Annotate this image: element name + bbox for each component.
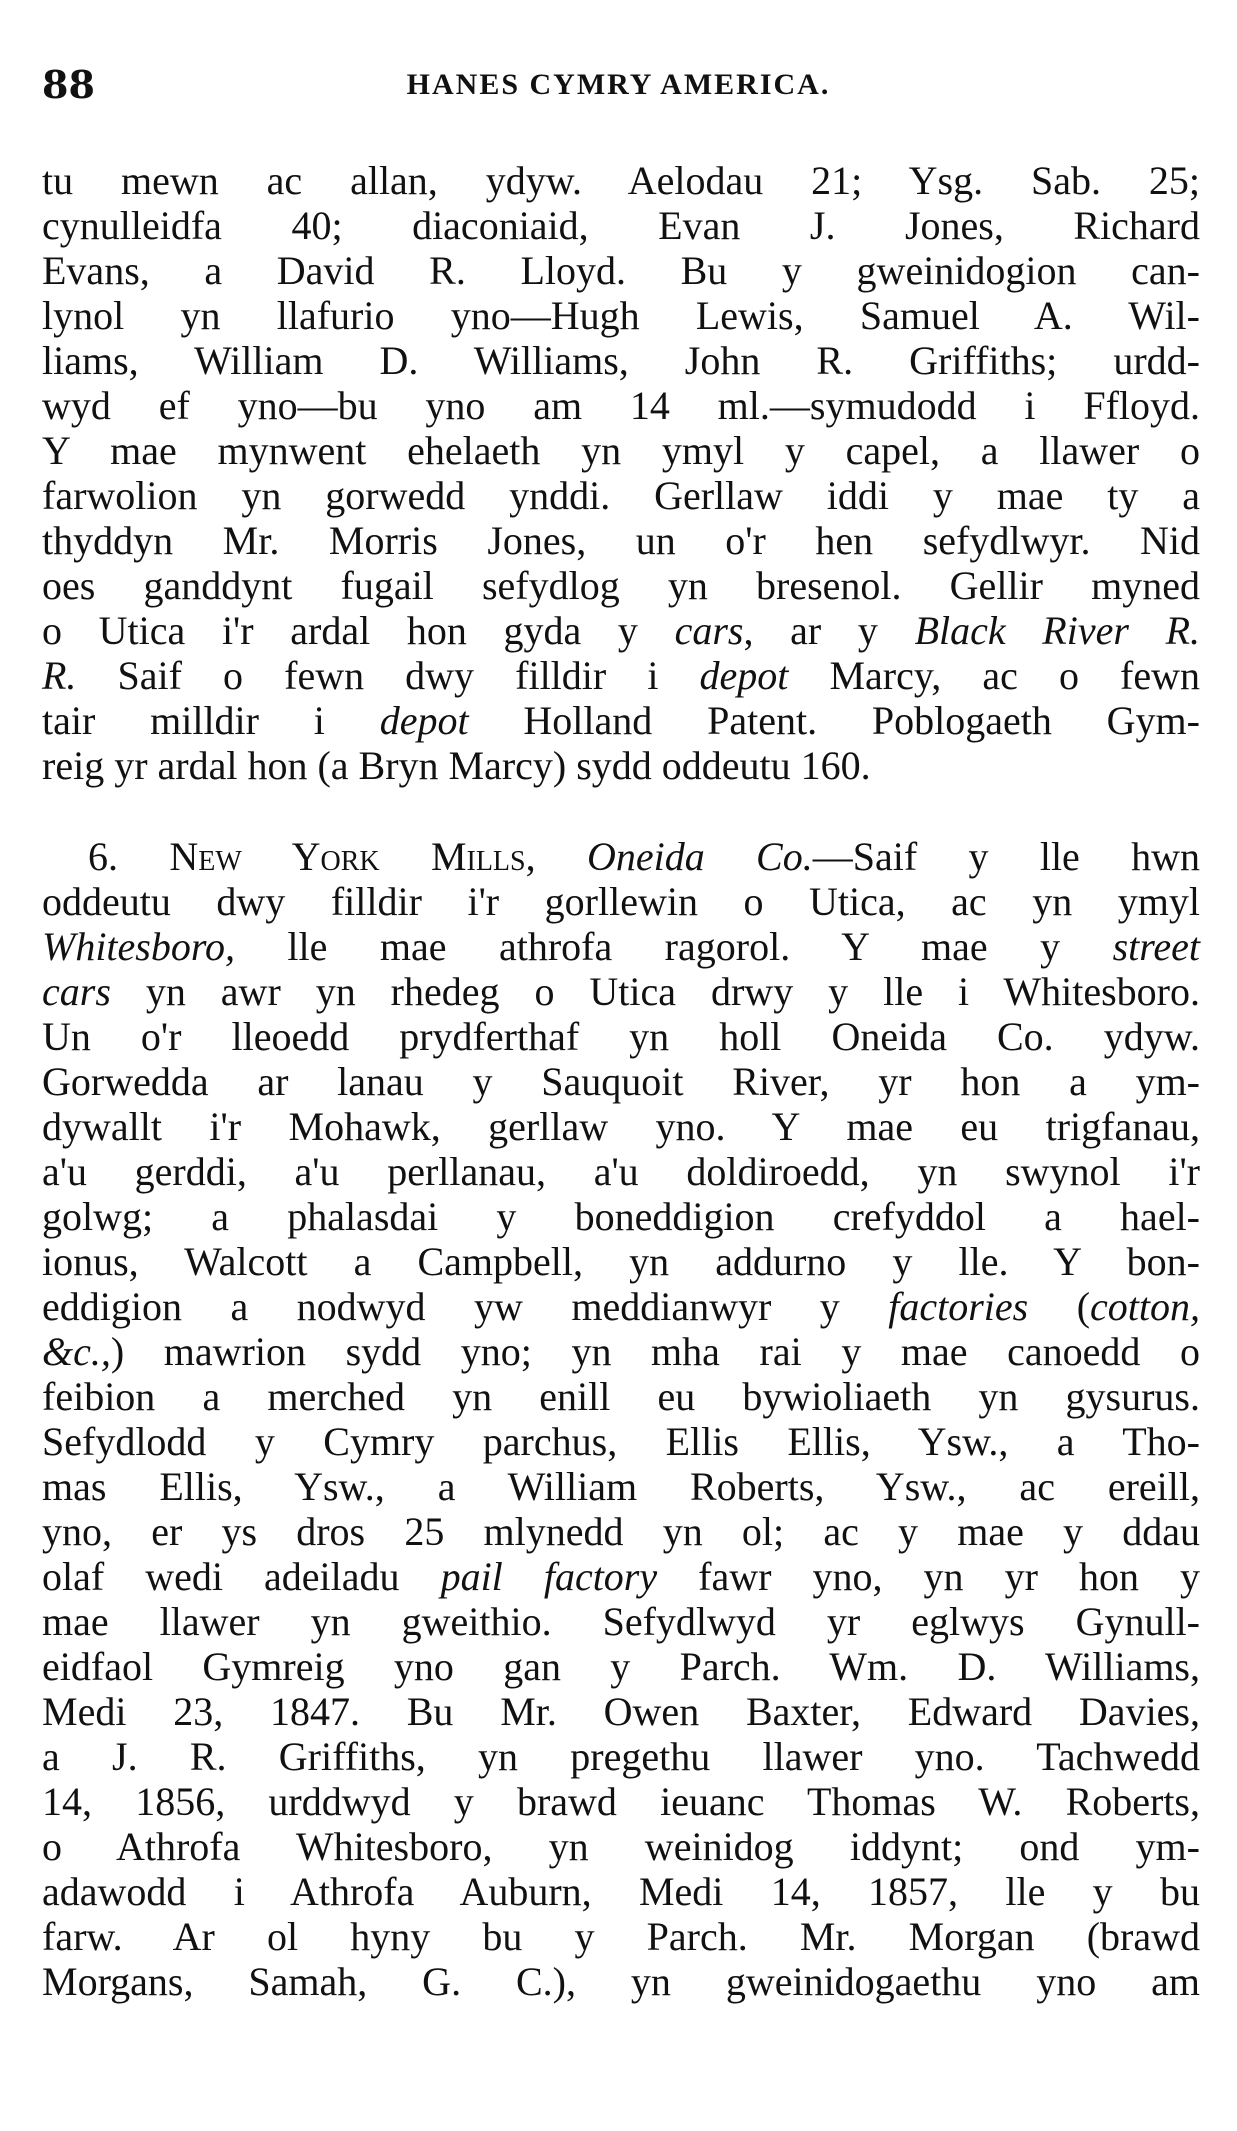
text-run: eddigion a nodwyd yw meddianwyr y bbox=[42, 1284, 889, 1329]
text-line: Un o'r lleoedd prydferthaf yn holl Oneida Co. ydyw. bbox=[42, 1014, 1200, 1059]
italic-term: depot bbox=[379, 698, 469, 743]
text-line: Evans, a David R. Lloyd. Bu y gweinidogion can- bbox=[42, 248, 1200, 293]
text-line: lynol yn llafurio yno—Hugh Lewis, Samuel A. Wil- bbox=[42, 293, 1200, 338]
text-line: mae llawer yn gweithio. Sefydlwyd yr eglwys Gynull- bbox=[42, 1599, 1200, 1644]
text-run: ( bbox=[1028, 1284, 1091, 1329]
text-run: —Saif y lle hwn bbox=[812, 834, 1201, 879]
text-run: Saif o fewn dwy filldir i bbox=[76, 653, 700, 698]
italic-term: Whitesboro, bbox=[42, 924, 235, 969]
text-line: a'u gerddi, a'u perllanau, a'u doldiroedd, yn swynol i'r bbox=[42, 1149, 1200, 1194]
text-line: o Athrofa Whitesboro, yn weinidog iddynt; ond ym- bbox=[42, 1824, 1200, 1869]
text-line bbox=[42, 653, 1200, 698]
section-number: 6. bbox=[88, 834, 170, 879]
text-line: oes ganddynt fugail sefydlog yn bresenol. Gellir myned bbox=[42, 563, 1200, 608]
text-run: , bbox=[525, 834, 587, 879]
italic-term: street bbox=[1112, 924, 1200, 969]
text-line: farw. Ar ol hyny bu y Parch. Mr. Morgan (brawd bbox=[42, 1914, 1200, 1959]
text-line: yno, er ys dros 25 mlynedd yn ol; ac y mae y ddau bbox=[42, 1509, 1200, 1554]
text-line: Sefydlodd y Cymry parchus, Ellis Ellis, Ysw., a Tho- bbox=[42, 1419, 1200, 1464]
text-line: liams, William D. Williams, John R. Griffiths; urdd- bbox=[42, 338, 1200, 383]
text-run: yn awr yn rhedeg o Utica drwy y lle i Whitesboro. bbox=[110, 969, 1200, 1014]
text-line: thyddyn Mr. Morris Jones, un o'r hen sefydlwyr. Nid bbox=[42, 518, 1200, 563]
text-line bbox=[42, 1554, 1200, 1599]
text-line: Gorwedda ar lanau y Sauquoit River, yr hon a ym- bbox=[42, 1059, 1200, 1104]
paragraph-gap bbox=[42, 788, 1200, 834]
text-line bbox=[42, 608, 1200, 653]
text-line bbox=[42, 1329, 1200, 1374]
text-line: reig yr ardal hon (a Bryn Marcy) sydd oddeutu 160. bbox=[42, 743, 871, 788]
page-number: 88 bbox=[42, 62, 95, 107]
text-line: Y mae mynwent ehelaeth yn ymyl y capel, a llawer o bbox=[42, 428, 1200, 473]
italic-term: cotton, bbox=[1090, 1284, 1201, 1329]
italic-term: cars bbox=[674, 608, 744, 653]
text-line: farwolion yn gorwedd ynddi. Gerllaw iddi y mae ty a bbox=[42, 473, 1200, 518]
text-line: golwg; a phalasdai y boneddigion crefyddol a hael- bbox=[42, 1194, 1200, 1239]
text-line: Morgans, Samah, G. C.), yn gweinidogaethu yno am bbox=[42, 1959, 1200, 2004]
body-text bbox=[42, 158, 1200, 2004]
text-line: feibion a merched yn enill eu bywioliaeth yn gysurus. bbox=[42, 1374, 1200, 1419]
text-line: tu mewn ac allan, ydyw. Aelodau 21; Ysg. Sab. 25; bbox=[42, 158, 1200, 203]
italic-term: Black River R. bbox=[914, 608, 1200, 653]
text-line: cynulleidfa 40; diaconiaid, Evan J. Jones, Richard bbox=[42, 203, 1200, 248]
place-name: New York Mills bbox=[169, 834, 526, 879]
text-line: ionus, Walcott a Campbell, yn addurno y lle. Y bon- bbox=[42, 1239, 1200, 1284]
italic-term: cars bbox=[42, 969, 111, 1014]
text-run: ) mawrion sydd yno; yn mha rai y mae canoedd o bbox=[110, 1329, 1200, 1374]
text-run: o Utica i'r ardal hon gyda y bbox=[42, 608, 675, 653]
text-line: oddeutu dwy filldir i'r gorllewin o Utica, ac yn ymyl bbox=[42, 879, 1200, 924]
text-line bbox=[42, 969, 1200, 1014]
text-run: olaf wedi adeiladu bbox=[42, 1554, 441, 1599]
page-header bbox=[42, 62, 1195, 112]
text-line: dywallt i'r Mohawk, gerllaw yno. Y mae eu trigfanau, bbox=[42, 1104, 1200, 1149]
text-line: mas Ellis, Ysw., a William Roberts, Ysw., ac ereill, bbox=[42, 1464, 1200, 1509]
text-line bbox=[42, 698, 1200, 743]
section-heading-line bbox=[42, 834, 1200, 879]
text-line: 14, 1856, urddwyd y brawd ieuanc Thomas W. Roberts, bbox=[42, 1779, 1200, 1824]
italic-term: depot bbox=[699, 653, 789, 698]
text-run: , ar y bbox=[743, 608, 915, 653]
text-line: Medi 23, 1847. Bu Mr. Owen Baxter, Edward Davies, bbox=[42, 1689, 1200, 1734]
text-run: Holland Patent. Poblogaeth Gym- bbox=[468, 698, 1200, 743]
italic-term: pail factory bbox=[440, 1554, 658, 1599]
text-run: Marcy, ac o fewn bbox=[788, 653, 1200, 698]
text-run: tair milldir i bbox=[42, 698, 380, 743]
text-run: fawr yno, yn yr hon y bbox=[657, 1554, 1200, 1599]
text-line bbox=[42, 924, 1200, 969]
text-line: eidfaol Gymreig yno gan y Parch. Wm. D. Williams, bbox=[42, 1644, 1200, 1689]
italic-term: factories bbox=[888, 1284, 1029, 1329]
county-name: Oneida Co. bbox=[586, 834, 813, 879]
text-run: lle mae athrofa ragorol. Y mae y bbox=[234, 924, 1113, 969]
italic-term: R. bbox=[42, 653, 77, 698]
text-line: a J. R. Griffiths, yn pregethu llawer yno. Tachwedd bbox=[42, 1734, 1200, 1779]
text-line bbox=[42, 1284, 1200, 1329]
italic-term: &c., bbox=[42, 1329, 111, 1374]
running-head: HANES CYMRY AMERICA. bbox=[406, 68, 831, 101]
text-line: wyd ef yno—bu yno am 14 ml.—symudodd i Ffloyd. bbox=[42, 383, 1200, 428]
text-line: adawodd i Athrofa Auburn, Medi 14, 1857, lle y bu bbox=[42, 1869, 1200, 1914]
